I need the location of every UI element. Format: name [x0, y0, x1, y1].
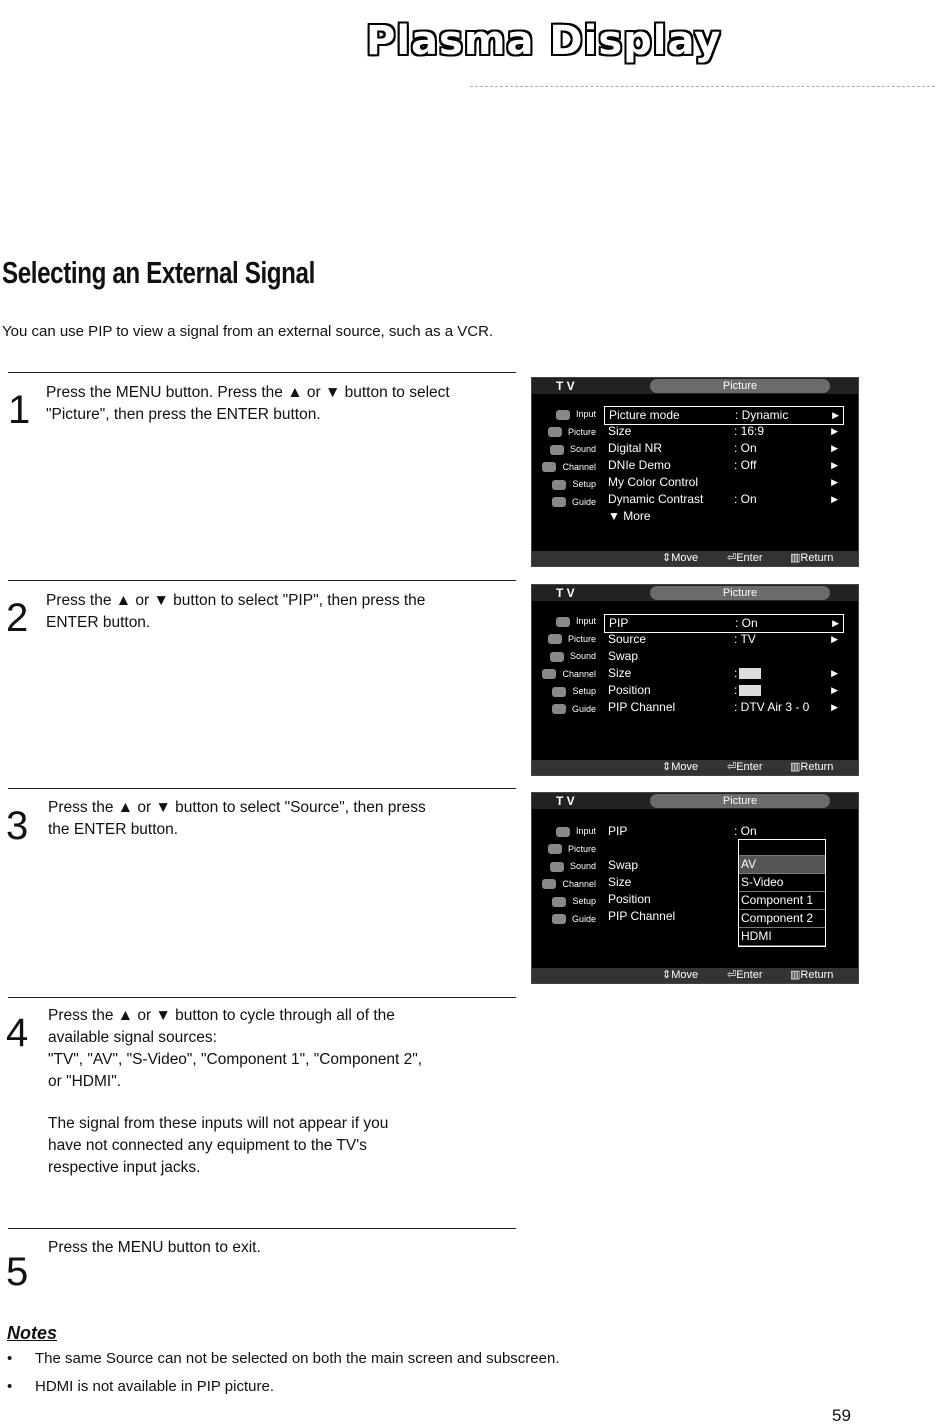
side-menu-label: Input [575, 826, 596, 836]
input-icon [556, 617, 570, 627]
side-menu-label: Picture [567, 843, 596, 854]
side-menu-label: Sound [569, 651, 596, 661]
side-menu-label: Guide [571, 496, 596, 507]
return-label: Return [800, 761, 834, 773]
picture-icon [548, 844, 562, 854]
side-menu-label: Input [575, 616, 596, 626]
osd-row [604, 491, 842, 508]
side-menu-guide [536, 494, 596, 512]
osd-row-value [734, 682, 761, 699]
return-label: Return [800, 969, 834, 981]
osd-row-label: PIP [609, 616, 629, 630]
arrow-right-icon: ▶ [831, 460, 838, 470]
bullet-icon: • [7, 1350, 13, 1367]
picture-icon [548, 427, 562, 437]
step-2-line: Press the ▲ or ▼ button to select "PIP", then press the [46, 592, 426, 609]
side-menu-label: Picture [567, 426, 596, 437]
side-menu-input [536, 823, 596, 841]
osd-row-value-text: : [734, 666, 738, 680]
side-menu-setup [536, 476, 596, 494]
side-menu-sound [536, 648, 596, 666]
step-2-line: ENTER button. [46, 614, 151, 631]
osd-enter-hint: ⏎ Enter [727, 761, 763, 773]
source-option-blank [739, 840, 825, 856]
osd-row [604, 699, 842, 716]
side-menu-picture [536, 424, 596, 442]
osd-row-value: : On [734, 441, 757, 455]
step-4-line: available signal sources: [48, 1029, 217, 1046]
input-icon [556, 410, 570, 420]
sound-icon [550, 445, 564, 455]
enter-label: Enter [736, 552, 763, 564]
step-5-text [48, 1237, 518, 1259]
step-1-line: "Picture", then press the ENTER button. [46, 406, 321, 423]
osd-bottombar [532, 551, 858, 566]
step-1-rule [8, 372, 516, 373]
side-menu-setup [536, 893, 596, 911]
osd-row-label: Size [608, 666, 632, 680]
source-option: AV [739, 856, 825, 874]
step-3-line: the ENTER button. [48, 821, 179, 838]
page-header-title: Plasma Display [366, 18, 722, 64]
setup-icon [552, 480, 566, 490]
osd-bottombar [532, 760, 858, 775]
osd-row-value-text: : [734, 683, 738, 697]
sound-icon [550, 862, 564, 872]
arrow-right-icon: ▶ [832, 410, 839, 420]
picture-icon [548, 634, 562, 644]
step-4-text [48, 1005, 518, 1179]
step-1-text [46, 382, 521, 426]
side-menu-label: Channel [562, 878, 596, 889]
step-5-line: Press the MENU button to exit. [48, 1239, 261, 1256]
osd-menu-title: Picture [650, 379, 830, 393]
side-menu-label: Sound [569, 444, 596, 454]
osd-side-menu [536, 406, 596, 511]
osd-row [604, 440, 842, 457]
osd-row [604, 631, 842, 648]
osd-row [604, 474, 842, 491]
osd-row-label: ▼ More [608, 509, 651, 523]
osd-row [604, 823, 842, 840]
pip-size-icon [739, 668, 761, 679]
osd-screen-pip-menu [531, 584, 859, 776]
osd-enter-hint: ⏎ Enter [727, 969, 763, 981]
channel-icon [542, 669, 556, 679]
osd-enter-hint: ⏎ Enter [727, 552, 763, 564]
source-option: Component 1 [739, 892, 825, 910]
osd-row [604, 457, 842, 474]
bullet-icon: • [7, 1378, 13, 1395]
osd-row-label: DNIe Demo [608, 458, 671, 472]
osd-row-value: : Off [734, 458, 757, 472]
osd-row-label: Size [608, 424, 632, 438]
step-2-rule [8, 580, 516, 581]
step-4-spacer [48, 1093, 518, 1113]
osd-side-menu [536, 823, 596, 928]
step-5-number: 5 [6, 1250, 29, 1294]
osd-row-label: Digital NR [608, 441, 663, 455]
osd-tv-label: T V [556, 794, 575, 808]
source-option: S-Video [739, 874, 825, 892]
step-4-note-line: have not connected any equipment to the TV's [48, 1137, 367, 1154]
side-menu-label: Guide [571, 913, 596, 924]
osd-row-label: PIP [608, 824, 628, 838]
intro-text: You can use PIP to view a signal from an external source, such as a VCR. [2, 323, 494, 340]
osd-row [604, 648, 842, 665]
arrow-right-icon: ▶ [831, 426, 838, 436]
guide-icon [552, 704, 566, 714]
channel-icon [542, 879, 556, 889]
step-3-number: 3 [6, 804, 29, 848]
step-5-rule [8, 1228, 516, 1229]
osd-screen-source-menu [531, 792, 859, 984]
return-label: Return [800, 552, 834, 564]
side-menu-sound [536, 441, 596, 459]
osd-bottombar [532, 968, 858, 983]
osd-menu-title: Picture [650, 586, 830, 600]
guide-icon [552, 914, 566, 924]
setup-icon [552, 687, 566, 697]
osd-move-hint: ⇕ Move [662, 552, 699, 564]
arrow-right-icon: ▶ [831, 685, 838, 695]
side-menu-channel [536, 666, 596, 684]
side-menu-guide [536, 911, 596, 929]
arrow-right-icon: ▶ [831, 477, 838, 487]
step-3-line: Press the ▲ or ▼ button to select "Source", then press [48, 799, 426, 816]
step-2-number: 2 [6, 596, 29, 640]
osd-screen-picture-menu [531, 377, 859, 567]
osd-row-value: : Dynamic [735, 408, 789, 422]
side-menu-label: Channel [562, 461, 596, 472]
side-menu-sound [536, 858, 596, 876]
step-4-note-line: respective input jacks. [48, 1159, 201, 1176]
arrow-right-icon: ▶ [832, 618, 839, 628]
sound-icon [550, 652, 564, 662]
guide-icon [552, 497, 566, 507]
osd-row-value: : TV [734, 632, 756, 646]
side-menu-picture [536, 631, 596, 649]
osd-menu-title: Picture [650, 794, 830, 808]
side-menu-label: Setup [572, 686, 596, 696]
arrow-right-icon: ▶ [831, 668, 838, 678]
move-label: Move [671, 552, 699, 564]
osd-tv-label: T V [556, 586, 575, 600]
step-4-line: or "HDMI". [48, 1073, 122, 1090]
osd-row-label: Source [608, 632, 647, 646]
osd-row [604, 682, 842, 699]
osd-row [604, 508, 842, 525]
page-number: 59 [832, 1406, 851, 1425]
osd-row-value: : On [734, 824, 757, 838]
step-4-note-line: The signal from these inputs will not appear if you [48, 1115, 389, 1132]
osd-row-value: : DTV Air 3 - 0 [734, 700, 810, 714]
side-menu-channel [536, 459, 596, 477]
step-4-line: Press the ▲ or ▼ button to cycle through all of the [48, 1007, 395, 1024]
osd-row [604, 665, 842, 682]
osd-return-hint: ▥ Return [790, 761, 834, 773]
osd-row-label: Picture mode [609, 408, 680, 422]
arrow-right-icon: ▶ [831, 443, 838, 453]
input-icon [556, 827, 570, 837]
osd-row-label: PIP Channel [608, 909, 676, 923]
osd-return-hint: ▥ Return [790, 552, 834, 564]
side-menu-channel [536, 876, 596, 894]
side-menu-label: Sound [569, 861, 596, 871]
osd-row [604, 423, 842, 440]
step-4-rule [8, 997, 516, 998]
source-option: Component 2 [739, 910, 825, 928]
source-dropdown [738, 839, 826, 947]
osd-row-label: Size [608, 875, 632, 889]
move-label: Move [671, 969, 699, 981]
note-text: HDMI is not available in PIP picture. [35, 1378, 274, 1395]
osd-row-value: : 16:9 [734, 424, 765, 438]
note-text: The same Source can not be selected on both the main screen and subscreen. [35, 1350, 560, 1367]
osd-row-label: Dynamic Contrast [608, 492, 704, 506]
osd-move-hint: ⇕ Move [662, 969, 699, 981]
arrow-right-icon: ▶ [831, 634, 838, 644]
side-menu-label: Input [575, 409, 596, 419]
osd-row-value: : On [735, 616, 758, 630]
pip-position-icon [739, 685, 761, 696]
osd-row-value: : On [734, 492, 757, 506]
osd-move-hint: ⇕ Move [662, 761, 699, 773]
osd-row-label: Position [608, 892, 651, 906]
osd-row-value [734, 665, 761, 682]
osd-row-label: My Color Control [608, 475, 699, 489]
side-menu-label: Channel [562, 668, 596, 679]
step-2-text [46, 590, 516, 634]
side-menu-label: Picture [567, 633, 596, 644]
note-item [7, 1378, 274, 1395]
channel-icon [542, 462, 556, 472]
osd-row-label: PIP Channel [608, 700, 676, 714]
side-menu-input [536, 613, 596, 631]
source-option: HDMI [739, 928, 825, 946]
header-rule [470, 86, 935, 87]
side-menu-label: Setup [572, 479, 596, 489]
arrow-right-icon: ▶ [831, 494, 838, 504]
step-1-line: Press the MENU button. Press the ▲ or ▼ button to select [46, 384, 450, 401]
side-menu-label: Guide [571, 703, 596, 714]
notes-title: Notes [7, 1323, 58, 1343]
side-menu-label: Setup [572, 896, 596, 906]
step-4-number: 4 [6, 1011, 29, 1055]
move-label: Move [671, 761, 699, 773]
osd-row-label: Position [608, 683, 651, 697]
osd-row-label: Swap [608, 649, 639, 663]
note-item [7, 1350, 560, 1367]
setup-icon [552, 897, 566, 907]
osd-return-hint: ▥ Return [790, 969, 834, 981]
arrow-right-icon: ▶ [831, 702, 838, 712]
side-menu-picture [536, 841, 596, 859]
osd-side-menu [536, 613, 596, 718]
step-3-text [48, 797, 518, 841]
enter-label: Enter [736, 969, 763, 981]
section-title: Selecting an External Signal [2, 255, 315, 290]
side-menu-input [536, 406, 596, 424]
step-1-number: 1 [8, 388, 31, 432]
osd-row-label: Swap [608, 858, 639, 872]
osd-tv-label: T V [556, 379, 575, 393]
side-menu-guide [536, 701, 596, 719]
step-4-line: "TV", "AV", "S-Video", "Component 1", "Component 2", [48, 1051, 423, 1068]
side-menu-setup [536, 683, 596, 701]
step-3-rule [8, 788, 516, 789]
enter-label: Enter [736, 761, 763, 773]
